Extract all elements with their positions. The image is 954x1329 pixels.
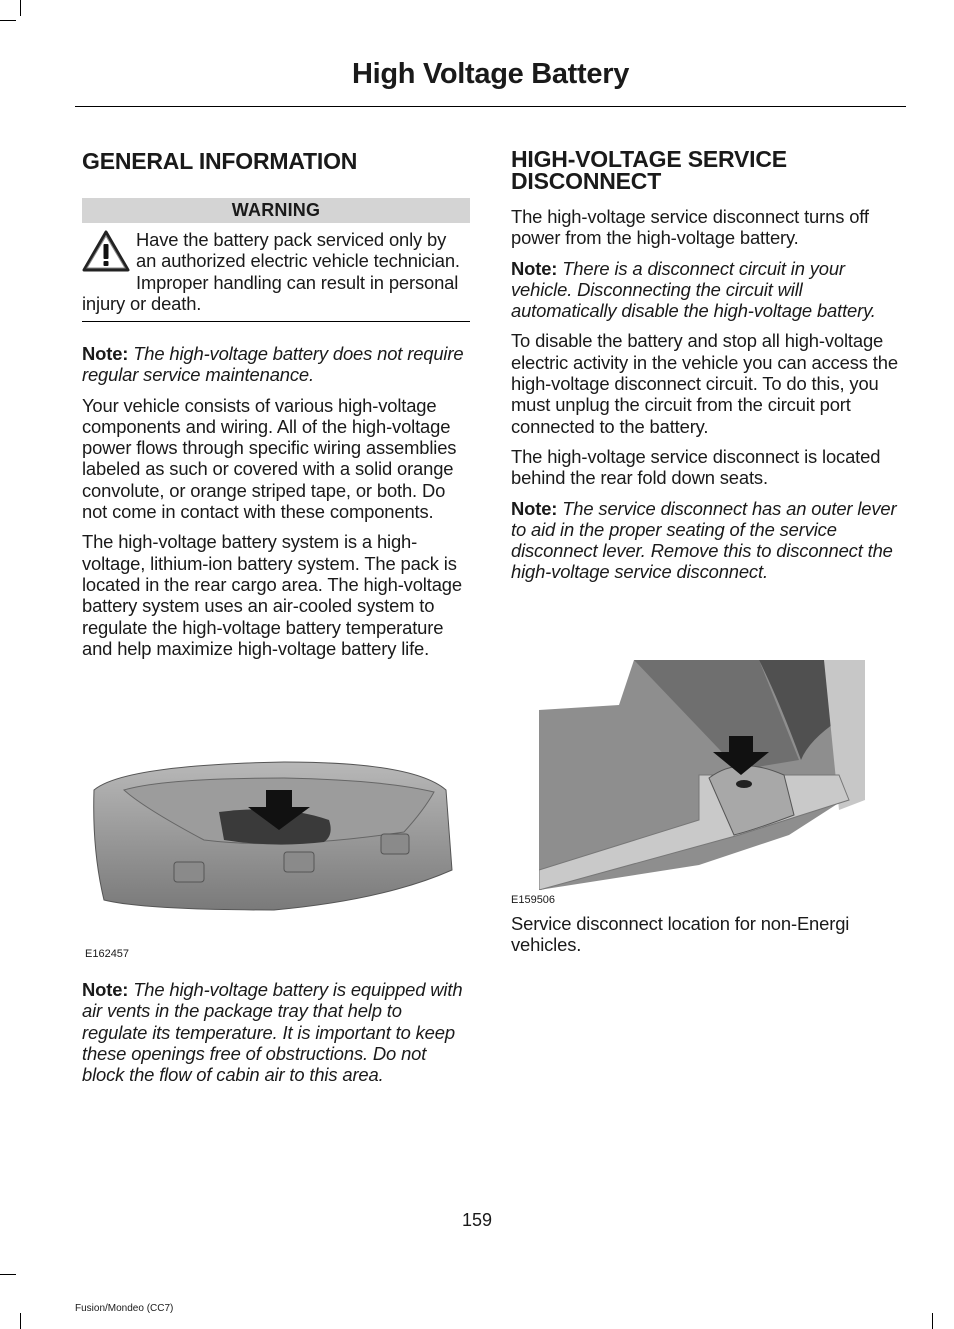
note-label: Note: [82,979,129,1000]
heading-line: HIGH-VOLTAGE SERVICE [511,146,787,172]
section-heading-general: GENERAL INFORMATION [82,148,358,174]
body-paragraph: The high-voltage service disconnect is located behind the rear fold down seats. [511,445,881,489]
crop-mark [20,1313,21,1329]
warning-text: Have the battery pack serviced only by an authorized electric vehicle technician. Improper handling can result in personal injury or death. [82,229,460,314]
note-label: Note: [511,257,558,279]
body-paragraph: The high-voltage service disconnect turns off power from the high-voltage battery. [511,206,869,249]
section-heading-disconnect [511,148,903,192]
note-text: The high-voltage battery is equipped with air vents in the package tray that help to regulate its temperature. It is important to keep these openings free of obstructions. Do not block the flow of cabin air to this area. [82,979,463,1086]
left-text-block-2 [82,979,472,1094]
left-text-block-1 [82,343,472,668]
package-tray-figure [84,750,454,920]
header-divider [75,106,906,107]
body-paragraph: The high-voltage battery system is a high-voltage, lithium-ion battery system. The pack is located in the rear cargo area. The high-voltage battery system uses an air-cooled system to regulate the high-voltage battery temperature and help maximize high-voltage battery life. [82,531,462,659]
crop-mark [932,1313,933,1329]
warning-box [82,198,470,322]
crop-mark [0,20,16,21]
figure-code: E162457 [85,948,130,960]
warning-body [82,223,470,314]
right-text-block [511,206,903,592]
note-text: The service disconnect has an outer lever to aid in the proper seating of the service disconnect lever. Remove this to disconnect the high-voltage service disconnect. [511,497,897,583]
note-paragraph [82,979,472,1085]
note-label: Note: [511,497,558,519]
note-text: The high-voltage battery does not require regular service maintenance. [82,343,464,386]
note-paragraph [511,498,903,583]
crop-mark [0,1274,16,1275]
body-paragraph: Your vehicle consists of various high-voltage components and wiring. All of the high-voltage power flows through specific wiring assemblies labeled as such or covered with a solid orange convolute, or orange striped tape, or both. Do not come in contact with these components. [82,394,457,523]
warning-title: WARNING [82,198,470,223]
figure-code: E159506 [511,894,556,906]
note-paragraph [82,343,472,386]
heading-line: DISCONNECT [511,168,662,194]
page-number: 159 [461,1210,493,1230]
note-paragraph [511,258,903,322]
footer-label: Fusion/Mondeo (CC7) [75,1303,174,1314]
warning-divider [82,321,470,322]
page-title: High Voltage Battery [351,58,630,90]
warning-triangle-icon [82,229,132,273]
figure-caption: Service disconnect location for non-Energi vehicles. [511,913,850,956]
note-label: Note: [82,343,129,364]
service-disconnect-figure [539,660,865,890]
body-paragraph: To disable the battery and stop all high-voltage electric activity in the vehicle you can access the high-voltage disconnect circuit. To do this, you must unplug the circuit from the circuit port connected to the battery. [511,330,898,437]
crop-mark [20,0,21,16]
note-text: There is a disconnect circuit in your vehicle. Disconnecting the circuit will automatically disable the high-voltage battery. [511,257,876,322]
